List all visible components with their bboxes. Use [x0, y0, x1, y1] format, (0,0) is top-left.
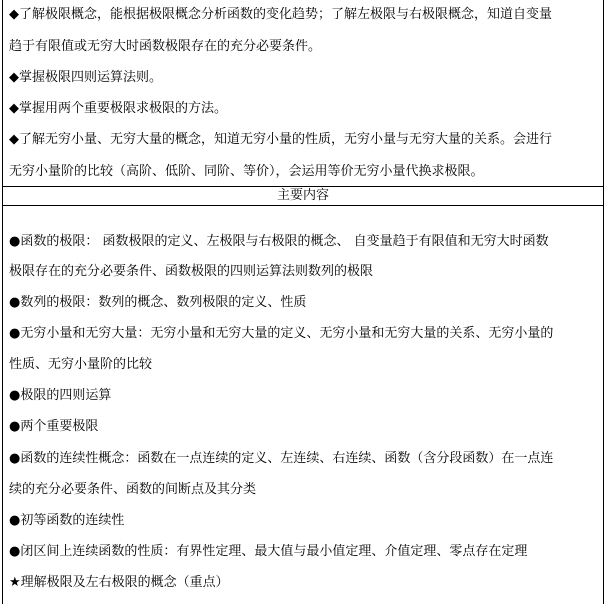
content-item-continuity-continued [9, 481, 601, 499]
main-content-header: 主要内容 [3, 186, 603, 206]
goal-text: 了解无穷小量、无穷大量的概念，知道无穷小量的性质，无穷小量与无穷大量的关系。会进行 [19, 132, 553, 147]
diamond-bullet-icon: ◆ [9, 70, 19, 85]
goal-text: 掌握用两个重要极限求极限的方法。 [19, 101, 228, 116]
content-text: 函数的连续性概念：函数在一点连续的定义、左连续、右连续、函数（含分段函数）在一点连 [20, 451, 554, 466]
diamond-bullet-icon: ◆ [9, 101, 19, 116]
circle-bullet-icon: ● [9, 234, 21, 249]
content-item-continuity [9, 450, 601, 468]
content-item-closed-interval [9, 543, 601, 561]
content-item-sequence-limit [9, 294, 601, 312]
content-item-infinitesimals [9, 325, 601, 343]
content-item-infinitesimals-continued [9, 356, 601, 374]
content-text: 续的充分必要条件、函数的间断点及其分类 [9, 482, 257, 497]
diamond-bullet-icon: ◆ [9, 132, 19, 147]
goal-item-infinitesimals-continued [9, 163, 601, 181]
content-item-arithmetic [9, 387, 601, 405]
content-text: 两个重要极限 [20, 419, 99, 434]
content-item-elementary-continuity [9, 512, 601, 530]
circle-bullet-icon: ● [9, 326, 21, 341]
circle-bullet-icon: ● [9, 388, 21, 403]
circle-bullet-icon: ● [9, 544, 21, 559]
content-text: 函数的极限： 函数极限的定义、左极限与右极限的概念、 自变量趋于有限值和无穷大时函数 [20, 234, 549, 249]
content-text: 初等函数的连续性 [20, 513, 125, 528]
goal-item-arithmetic-rules [9, 69, 601, 87]
goal-item-infinitesimals [9, 131, 601, 149]
circle-bullet-icon: ● [9, 513, 21, 528]
syllabus-table [2, 0, 604, 604]
circle-bullet-icon: ● [9, 419, 21, 434]
content-item-function-limit [9, 233, 601, 251]
star-bullet-icon: ★ [9, 575, 21, 590]
goal-text: 掌握极限四则运算法则。 [19, 70, 163, 85]
content-text: 性质、无穷小量阶的比较 [9, 357, 153, 372]
content-text: 无穷小量和无穷大量：无穷小量和无穷大量的定义、无穷小量和无穷大量的关系、无穷小量的 [20, 326, 554, 341]
content-item-function-limit-continued [9, 263, 601, 281]
content-text: 理解极限及左右极限的概念（重点） [20, 575, 229, 590]
goal-item-limit-concept [9, 6, 601, 24]
circle-bullet-icon: ● [9, 295, 21, 310]
content-text: 闭区间上连续函数的性质：有界性定理、最大值与最小值定理、介值定理、零点存在定理 [20, 544, 528, 559]
content-text: 极限存在的充分必要条件、函数极限的四则运算法则数列的极限 [9, 264, 374, 279]
diamond-bullet-icon: ◆ [9, 7, 19, 22]
goal-item-important-limits [9, 100, 601, 118]
content-text: 极限的四则运算 [20, 388, 112, 403]
goal-item-limit-concept-continued [9, 38, 601, 56]
content-text: 数列的极限：数列的概念、数列极限的定义、性质 [20, 295, 307, 310]
circle-bullet-icon: ● [9, 451, 21, 466]
goal-text: 了解极限概念，能根据极限概念分析函数的变化趋势；了解左极限与右极限概念，知道自变量 [19, 7, 553, 22]
goal-text: 趋于有限值或无穷大时函数极限存在的充分必要条件。 [9, 39, 322, 54]
main-content-section [3, 206, 603, 604]
goal-text: 无穷小量阶的比较（高阶、低阶、同阶、等价），会运用等价无穷小量代换求极限。 [9, 164, 484, 179]
learning-goals-section [3, 0, 603, 186]
content-item-key-point [9, 574, 601, 592]
content-item-important-limits [9, 418, 601, 436]
